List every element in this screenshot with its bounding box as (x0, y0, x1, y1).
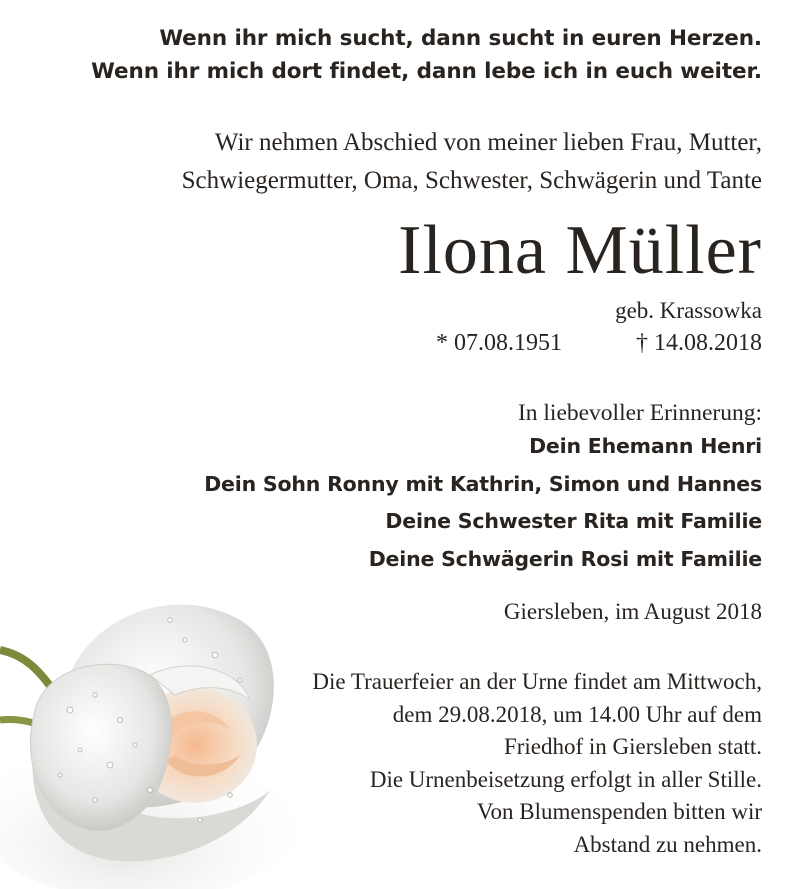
funeral-info (312, 666, 762, 862)
funeral-line: Abstand zu nehmen. (573, 831, 762, 857)
intro-line: Schwiegermutter, Oma, Schwester, Schwägerin und Tante (181, 167, 762, 194)
funeral-line: Die Urnenbeisetzung erfolgt in aller Stille. (369, 766, 762, 792)
mourner-line: Dein Ehemann Henri (529, 434, 762, 458)
motto-quote (91, 22, 762, 88)
funeral-line: Die Trauerfeier an der Urne findet am Mittwoch, (312, 669, 762, 694)
place-date: Giersleben, im August 2018 (503, 599, 762, 624)
life-dates (436, 328, 762, 358)
mourners-list (204, 428, 762, 578)
mourner-line: Deine Schwester Rita mit Familie (385, 509, 762, 533)
maiden-name: geb. Krassowka (615, 298, 762, 323)
mourner-line: Deine Schwägerin Rosi mit Familie (368, 546, 762, 571)
mourner-line: Dein Sohn Ronny mit Kathrin, Simon und Hannes (204, 471, 762, 496)
funeral-line: Friedhof in Giersleben statt. (503, 734, 762, 760)
funeral-line: dem 29.08.2018, um 14.00 Uhr auf dem (392, 701, 762, 727)
motto-line: Wenn ihr mich sucht, dann sucht in euren Herzen. (159, 26, 762, 51)
motto-line: Wenn ihr mich dort findet, dann lebe ich in euch weiter. (91, 59, 762, 84)
farewell-intro (182, 124, 762, 200)
death-date: † 14.08.2018 (636, 330, 762, 356)
birth-date: * 07.08.1951 (436, 330, 562, 356)
white-rose-image (0, 560, 300, 889)
funeral-line: Von Blumenspenden bitten wir (476, 799, 762, 825)
intro-line: Wir nehmen Abschied von meiner lieben Frau, Mutter, (214, 129, 762, 156)
deceased-name: Ilona Müller (398, 212, 762, 289)
memory-heading: In liebevoller Erinnerung: (517, 400, 762, 426)
